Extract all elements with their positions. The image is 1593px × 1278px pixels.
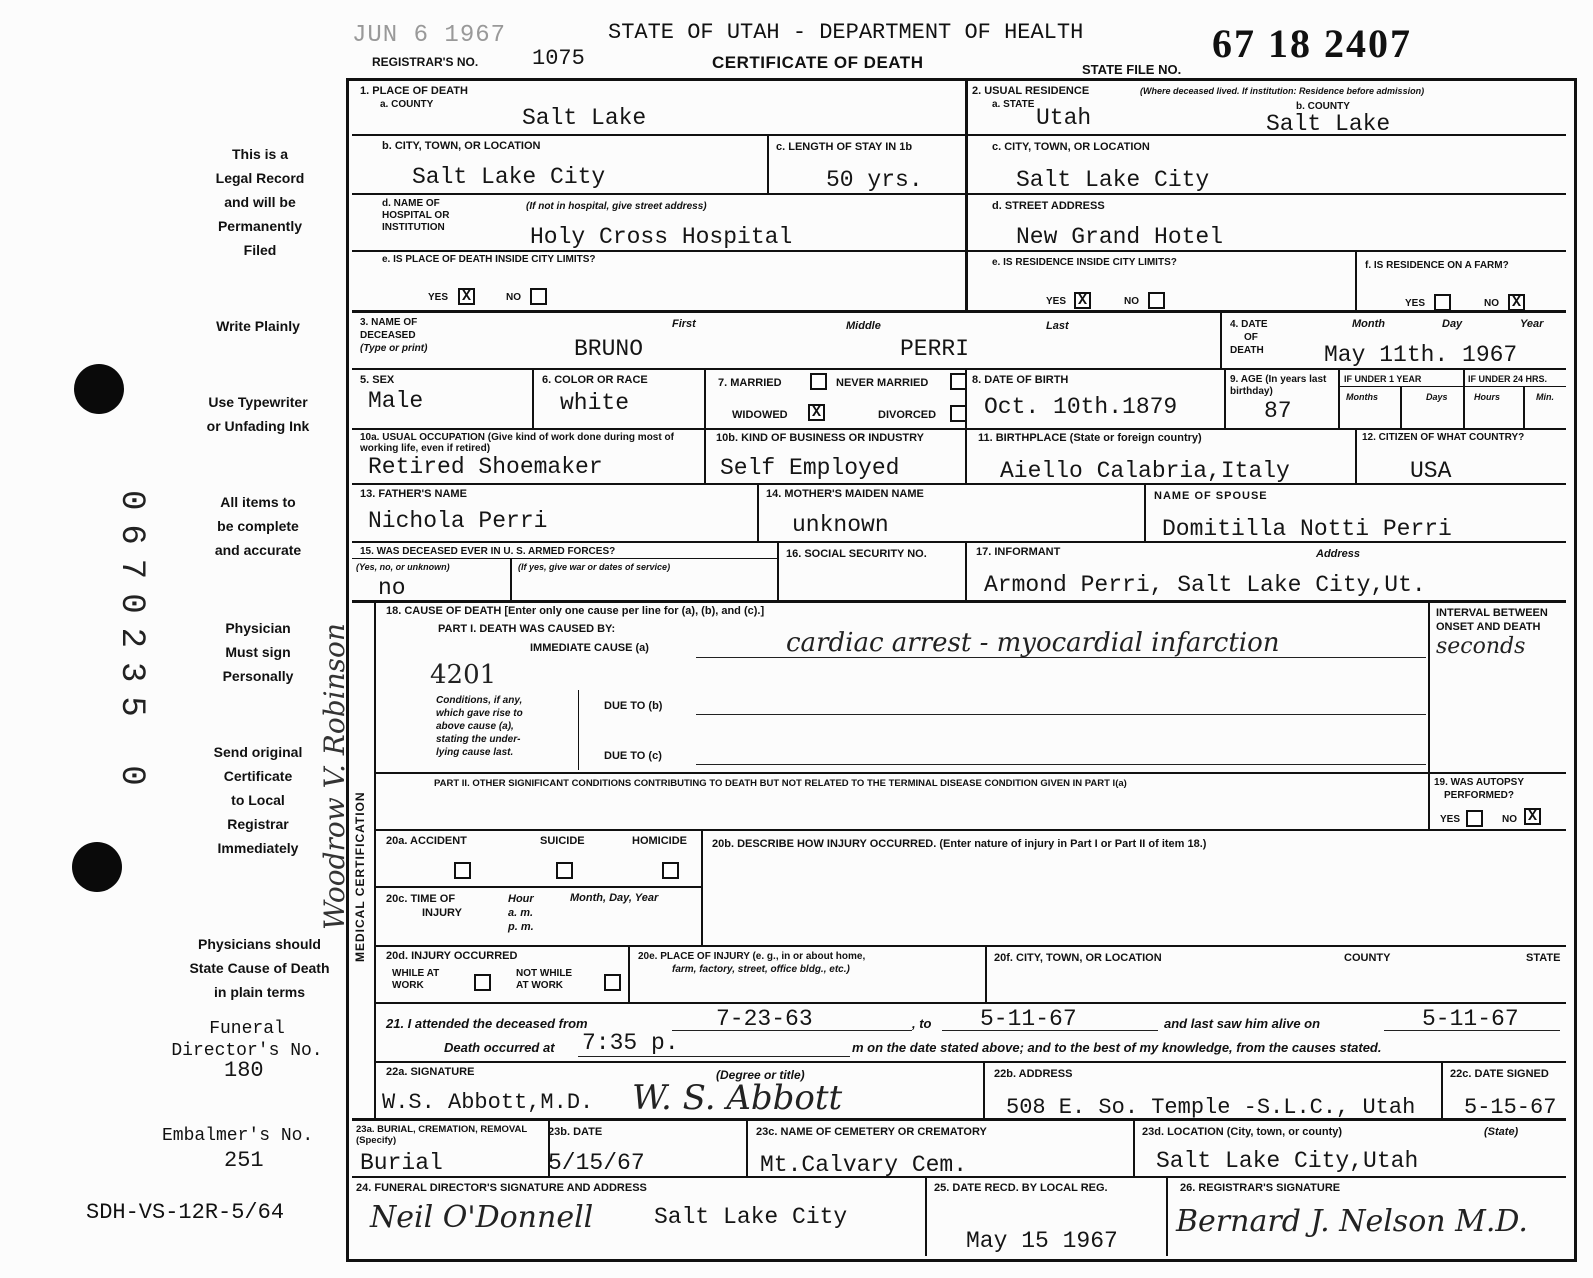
- autopsy-yes-checkbox[interactable]: [1466, 810, 1483, 827]
- pod-no-label: NO: [506, 292, 521, 303]
- due-to-b-label: DUE TO (b): [604, 700, 663, 712]
- medical-certification-side-label: MEDICAL CERTIFICATION: [353, 791, 367, 962]
- married-checkbox[interactable]: [810, 373, 827, 390]
- city-injury-label: 20f. CITY, TOWN, OR LOCATION: [994, 952, 1162, 964]
- date-received: May 15 1967: [966, 1228, 1118, 1254]
- divorced-checkbox[interactable]: [950, 405, 967, 422]
- death-time: 7:35 p.: [582, 1030, 679, 1056]
- time-injury-label: 20c. TIME OF INJURY: [386, 893, 462, 919]
- res-limits-yes-checkbox[interactable]: X: [1074, 292, 1091, 309]
- embalmer-label: Embalmer's No.: [162, 1126, 314, 1146]
- res-farm-no-checkbox[interactable]: X: [1508, 294, 1525, 311]
- race-label: 6. COLOR OR RACE: [542, 374, 648, 386]
- hour-label: Hour a. m. p. m.: [508, 893, 534, 933]
- mdy-label: Month, Day, Year: [570, 892, 659, 904]
- burial-method-label: 23a. BURIAL, CREMATION, REMOVAL (Specify): [356, 1124, 528, 1146]
- state-file-no-label: STATE FILE NO.: [1082, 62, 1182, 77]
- cemetery: Mt.Calvary Cem.: [760, 1152, 968, 1178]
- armed-sub-label: (Yes, no, or unknown): [356, 562, 450, 572]
- deceased-name-label: 3. NAME OF DECEASED (Type or print): [360, 317, 428, 354]
- suicide-checkbox[interactable]: [556, 862, 573, 879]
- father: Nichola Perri: [368, 508, 548, 534]
- pod-city: Salt Lake City: [412, 164, 606, 190]
- res-farm-no-label: NO: [1484, 298, 1499, 309]
- occupation: Retired Shoemaker: [368, 454, 603, 480]
- res-farm-yes-label: YES: [1405, 298, 1426, 309]
- punch-hole-top: [74, 364, 124, 414]
- funeral-address: Salt Lake City: [654, 1204, 848, 1230]
- immediate-cause-label: IMMEDIATE CAUSE (a): [530, 642, 649, 654]
- res-street: New Grand Hotel: [1016, 224, 1224, 250]
- pod-yes-checkbox[interactable]: X: [458, 288, 475, 305]
- degree-label: (Degree or title): [716, 1068, 805, 1082]
- certificate-title: CERTIFICATE OF DEATH: [712, 53, 924, 72]
- pod-hospital-note: (If not in hospital, give street address): [526, 201, 707, 212]
- vertical-document-number: 0670235 0: [112, 490, 150, 800]
- pod-no-checkbox[interactable]: [530, 288, 547, 305]
- date-of-death: May 11th. 1967: [1324, 342, 1518, 368]
- all-items-note: All items to be complete and accurate: [214, 494, 302, 558]
- physician-address-label: 22b. ADDRESS: [994, 1068, 1073, 1080]
- part1-label: PART I. DEATH WAS CAUSED BY:: [438, 623, 616, 635]
- birthplace-label: 11. BIRTHPLACE (State or foreign country): [978, 432, 1202, 444]
- never-married-label: NEVER MARRIED: [836, 377, 929, 389]
- state-title: STATE OF UTAH - DEPARTMENT OF HEALTH: [608, 20, 1084, 45]
- legal-record-note: This is a Legal Record and will be Permanently Filed: [215, 146, 305, 258]
- homicide-label: HOMICIDE: [632, 835, 687, 847]
- autopsy-no-checkbox[interactable]: X: [1524, 808, 1541, 825]
- pod-yes-label: YES: [428, 292, 449, 303]
- res-limits-yes-label: YES: [1046, 296, 1067, 307]
- county-injury-label: COUNTY: [1344, 952, 1391, 964]
- citizen: USA: [1410, 458, 1452, 484]
- immediate-cause: cardiac arrest - myocardial infarction: [786, 628, 1280, 658]
- date-signed: 5-15-67: [1464, 1095, 1557, 1120]
- year-label: Year: [1520, 318, 1544, 330]
- registrar-no: 1075: [532, 46, 585, 71]
- conditions-label: Conditions, if any, which gave rise to above cause (a), stating the under- lying cause last.: [436, 695, 523, 758]
- state-file-no: 67 18 2407: [1212, 21, 1412, 66]
- sex-label: 5. SEX: [360, 374, 395, 386]
- suicide-label: SUICIDE: [540, 835, 585, 847]
- under-1-year-label: IF UNDER 1 YEAR: [1344, 374, 1422, 384]
- day-label: Day: [1442, 318, 1463, 330]
- citizen-label: 12. CITIZEN OF WHAT COUNTRY?: [1362, 432, 1525, 443]
- autopsy-yes-label: YES: [1440, 814, 1461, 825]
- autopsy-label: 19. WAS AUTOPSY PERFORMED?: [1434, 777, 1525, 801]
- residence-label: 2. USUAL RESIDENCE: [972, 85, 1090, 97]
- registrar-signature-label: 26. REGISTRAR'S SIGNATURE: [1180, 1182, 1341, 1194]
- first-name: BRUNO: [574, 336, 644, 362]
- form-number: SDH-VS-12R-5/64: [86, 1200, 285, 1225]
- send-original-note: Send original Certificate to Local Registrar Immediately: [213, 744, 303, 856]
- age: 87: [1264, 398, 1292, 424]
- physician-sign-note: Physician Must sign Personally: [222, 620, 294, 684]
- widowed-label: WIDOWED: [732, 409, 788, 421]
- funeral-signature-label: 24. FUNERAL DIRECTOR'S SIGNATURE AND ADDRESS: [356, 1182, 647, 1194]
- never-married-checkbox[interactable]: [950, 373, 967, 390]
- pod-county-label: a. COUNTY: [380, 99, 434, 110]
- age-label: 9. AGE (In years last birthday): [1230, 374, 1327, 397]
- burial-location-label: 23d. LOCATION (City, town, or county): [1142, 1126, 1343, 1138]
- last-saw-label: and last saw him alive on: [1164, 1016, 1321, 1031]
- months-label: Months: [1346, 392, 1378, 402]
- armed-sub2-label: (If yes, give war or dates of service): [518, 562, 671, 572]
- physician-name: W.S. Abbott,M.D.: [382, 1090, 594, 1115]
- signature-label: 22a. SIGNATURE: [386, 1066, 475, 1078]
- business: Self Employed: [720, 455, 900, 481]
- pod-hospital: Holy Cross Hospital: [530, 224, 793, 250]
- cemetery-label: 23c. NAME OF CEMETERY OR CREMATORY: [756, 1126, 987, 1138]
- res-county: Salt Lake: [1266, 111, 1391, 137]
- married-label: 7. MARRIED: [718, 377, 782, 389]
- not-while-work-label: NOT WHILE AT WORK: [516, 968, 573, 991]
- pod-hospital-label: d. NAME OF HOSPITAL OR INSTITUTION: [382, 198, 450, 233]
- res-limits-no-label: NO: [1124, 296, 1139, 307]
- state-injury-label: STATE: [1526, 952, 1561, 964]
- birthplace: Aiello Calabria,Italy: [1000, 458, 1290, 484]
- res-city-label: c. CITY, TOWN, OR LOCATION: [992, 141, 1150, 153]
- part2-label: PART II. OTHER SIGNIFICANT CONDITIONS CONTRIBUTING TO DEATH BUT NOT RELATED TO THE TERMINAL DISEASE CONDITION GIVEN IN PART I(a): [434, 778, 1127, 789]
- attended-label: 21. I attended the deceased from: [386, 1016, 588, 1031]
- hours-label: Hours: [1474, 392, 1501, 402]
- res-limits-no-checkbox[interactable]: [1148, 292, 1165, 309]
- res-county-label: b. COUNTY: [1296, 101, 1350, 112]
- res-farm-yes-checkbox[interactable]: [1434, 294, 1451, 311]
- interval-label: INTERVAL BETWEEN ONSET AND DEATH: [1436, 607, 1548, 633]
- cause-label: 18. CAUSE OF DEATH [Enter only one cause per line for (a), (b), and (c).]: [386, 605, 765, 617]
- vertical-signature: Woodrow V. Robinson: [318, 623, 351, 930]
- sex: Male: [368, 388, 424, 414]
- divorced-label: DIVORCED: [878, 409, 937, 421]
- place-of-death-label: 1. PLACE OF DEATH: [360, 85, 468, 97]
- autopsy-no-label: NO: [1502, 814, 1517, 825]
- date-received-label: 25. DATE RECD. BY LOCAL REG.: [934, 1182, 1108, 1194]
- res-limits-label: e. IS RESIDENCE INSIDE CITY LIMITS?: [992, 257, 1177, 268]
- race: white: [560, 390, 630, 416]
- ssn-label: 16. SOCIAL SECURITY NO.: [786, 548, 927, 560]
- address-label: Address: [1316, 548, 1361, 560]
- res-farm-label: f. IS RESIDENCE ON A FARM?: [1365, 260, 1509, 271]
- residence-note: (Where deceased lived. If institution: Residence before admission): [1140, 86, 1425, 96]
- not-while-work-checkbox[interactable]: [604, 974, 621, 991]
- while-work-label: WHILE AT WORK: [392, 968, 440, 991]
- received-stamp: JUN 6 1967: [352, 22, 507, 49]
- res-street-label: d. STREET ADDRESS: [992, 200, 1105, 212]
- pod-city-label: b. CITY, TOWN, OR LOCATION: [382, 140, 541, 152]
- write-plainly-note: Write Plainly: [216, 318, 300, 334]
- date-signed-label: 22c. DATE SIGNED: [1450, 1068, 1549, 1080]
- burial-date: 5/15/67: [548, 1150, 645, 1176]
- spouse-label: NAME OF SPOUSE: [1154, 490, 1268, 502]
- typewriter-note: Use Typewriter or Unfading Ink: [206, 394, 310, 434]
- while-work-checkbox[interactable]: [474, 974, 491, 991]
- accident-checkbox[interactable]: [454, 862, 471, 879]
- registrar-no-label: REGISTRAR'S NO.: [372, 55, 479, 69]
- burial-method: Burial: [360, 1150, 443, 1176]
- last-name: PERRI: [900, 336, 970, 362]
- pod-stay: 50 yrs.: [826, 167, 923, 193]
- res-city: Salt Lake City: [1016, 167, 1210, 193]
- pod-stay-label: c. LENGTH OF STAY IN 1b: [776, 141, 913, 153]
- pod-limits-label: e. IS PLACE OF DEATH INSIDE CITY LIMITS?: [382, 254, 596, 265]
- days-label: Days: [1426, 392, 1448, 402]
- father-label: 13. FATHER'S NAME: [360, 488, 467, 500]
- to-label: , to: [912, 1016, 932, 1031]
- armed-forces: no: [378, 575, 406, 601]
- pod-county: Salt Lake: [522, 105, 647, 131]
- death-tail-label: m on the date stated above; and to the best of my knowledge, from the causes stated.: [852, 1040, 1382, 1055]
- registrar-signature: Bernard J. Nelson M.D.: [1176, 1204, 1528, 1239]
- last-saw: 5-11-67: [1422, 1006, 1519, 1032]
- mother: unknown: [792, 512, 889, 538]
- min-label: Min.: [1536, 392, 1554, 402]
- occupation-label: 10a. USUAL OCCUPATION (Give kind of work done during most of working life, even if retired): [360, 432, 674, 454]
- physicians-should-note: Physicians should State Cause of Death in plain terms: [189, 936, 330, 1000]
- punch-hole-bottom: [72, 842, 122, 892]
- informant-label: 17. INFORMANT: [976, 546, 1061, 558]
- burial-state-label: (State): [1484, 1126, 1519, 1138]
- under-24-hrs-label: IF UNDER 24 HRS.: [1468, 374, 1548, 384]
- embalmer-no: 251: [224, 1148, 264, 1173]
- homicide-checkbox[interactable]: [662, 862, 679, 879]
- business-label: 10b. KIND OF BUSINESS OR INDUSTRY: [716, 432, 925, 444]
- month-label: Month: [1352, 318, 1385, 330]
- accident-label: 20a. ACCIDENT: [386, 835, 467, 847]
- dob: Oct. 10th.1879: [984, 394, 1178, 420]
- cause-code: 4201: [430, 660, 497, 690]
- dob-label: 8. DATE OF BIRTH: [972, 374, 1069, 386]
- informant: Armond Perri, Salt Lake City,Ut.: [984, 572, 1426, 598]
- physician-address: 508 E. So. Temple -S.L.C., Utah: [1006, 1095, 1416, 1120]
- burial-location: Salt Lake City,Utah: [1156, 1148, 1419, 1174]
- interval: seconds: [1436, 634, 1526, 659]
- last-label: Last: [1046, 320, 1069, 332]
- date-of-death-label: 4. DATE OF DEATH: [1230, 319, 1268, 356]
- injury-how-label: 20b. DESCRIBE HOW INJURY OCCURRED. (Enter nature of injury in Part I or Part II of item 18.): [712, 838, 1207, 850]
- due-to-c-label: DUE TO (c): [604, 750, 662, 762]
- place-injury-label: 20e. PLACE OF INJURY (e. g., in or about home, farm, factory, street, office bldg., etc.): [638, 951, 866, 975]
- armed-forces-label: 15. WAS DECEASED EVER IN U. S. ARMED FORCES?: [360, 546, 616, 557]
- attended-to: 5-11-67: [980, 1006, 1077, 1032]
- funeral-signature: Neil O'Donnell: [370, 1200, 594, 1235]
- res-state-label: a. STATE: [992, 99, 1035, 110]
- burial-date-label: 23b. DATE: [548, 1126, 603, 1138]
- funeral-director-label: Funeral Director's No.: [171, 1019, 323, 1061]
- mother-label: 14. MOTHER'S MAIDEN NAME: [766, 488, 924, 500]
- widowed-checkbox[interactable]: X: [808, 404, 825, 421]
- middle-label: Middle: [846, 320, 881, 332]
- spouse: Domitilla Notti Perri: [1162, 516, 1452, 542]
- attended-from: 7-23-63: [716, 1006, 813, 1032]
- first-label: First: [672, 318, 696, 330]
- injury-occurred-label: 20d. INJURY OCCURRED: [386, 950, 518, 962]
- res-state: Utah: [1036, 105, 1092, 131]
- death-occurred-label: Death occurred at: [444, 1040, 555, 1055]
- funeral-director-no: 180: [224, 1058, 264, 1083]
- physician-signature: W. S. Abbott: [632, 1078, 843, 1118]
